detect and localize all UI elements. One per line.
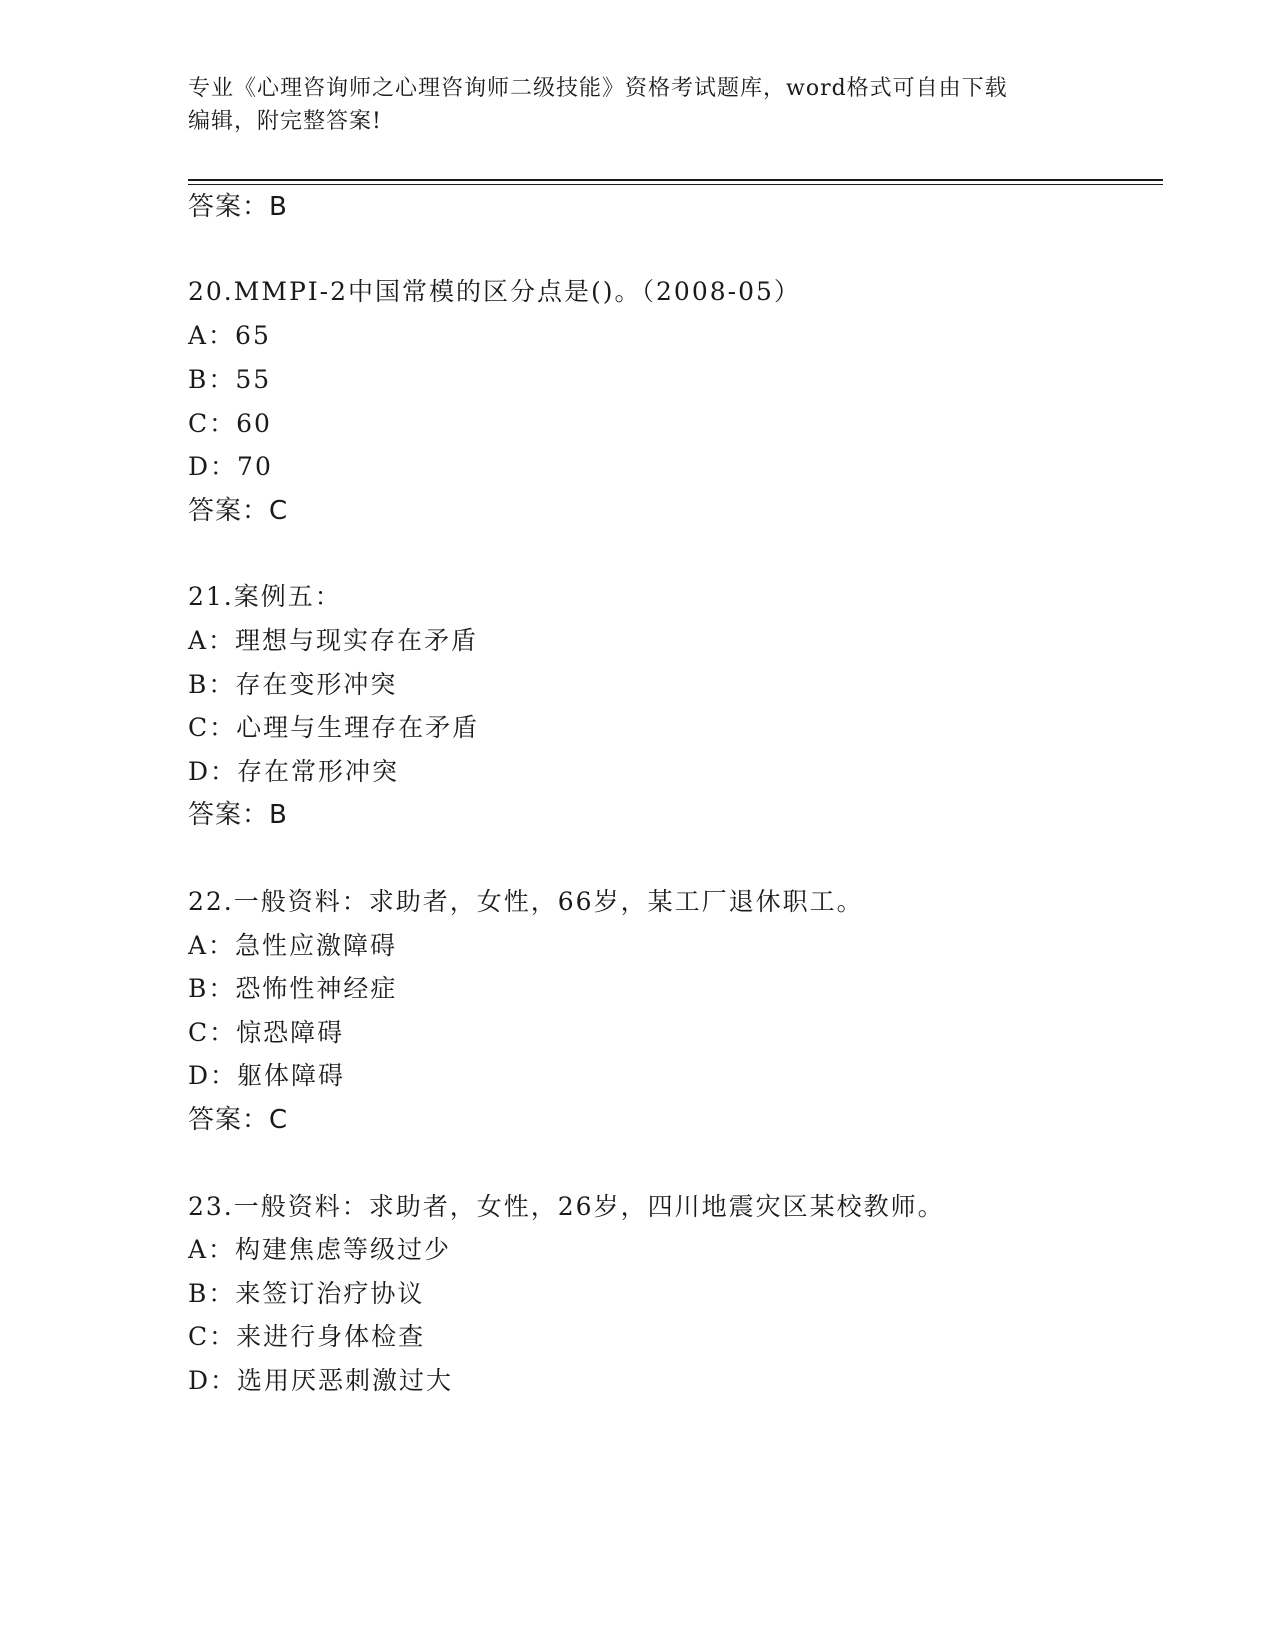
question-20-option-d: D：70	[188, 452, 273, 481]
question-23-option-d: D：选用厌恶刺激过大	[188, 1366, 454, 1395]
question-22-stem: 22.一般资料：求助者，女性，66岁，某工厂退休职工。	[188, 887, 864, 916]
header-line-2: 编辑，附完整答案!	[188, 109, 382, 134]
question-20-option-c: C：60	[188, 409, 272, 438]
question-22-answer: 答案：C	[188, 1105, 289, 1135]
header-rule-thin	[188, 184, 1163, 185]
question-21-option-d: D：存在常形冲突	[188, 757, 400, 786]
question-23-stem: 23.一般资料：求助者，女性，26岁，四川地震灾区某校教师。	[188, 1192, 945, 1221]
question-23-option-a: A：构建焦虑等级过少	[188, 1235, 452, 1264]
question-23-option-b: B：来签订治疗协议	[188, 1279, 425, 1308]
question-22-option-d: D：躯体障碍	[188, 1061, 346, 1090]
question-22-option-a: A：急性应激障碍	[188, 931, 398, 960]
question-23-option-c: C：来进行身体检查	[188, 1322, 426, 1351]
question-21-stem: 21.案例五：	[188, 582, 342, 611]
question-21-option-a: A：理想与现实存在矛盾	[188, 626, 479, 655]
answer-previous: 答案：B	[188, 192, 288, 222]
question-22-option-b: B：恐怖性神经症	[188, 974, 398, 1003]
question-20-option-a: A：65	[188, 321, 271, 350]
header-line-1: 专业《心理咨询师之心理咨询师二级技能》资格考试题库，word格式可自由下载	[188, 76, 1008, 101]
question-20-stem: 20.MMPI-2中国常模的区分点是()。（2008-05）	[188, 277, 801, 306]
question-21-option-b: B：存在变形冲突	[188, 670, 398, 699]
header-rule-thick	[188, 179, 1163, 181]
document-header	[188, 72, 1088, 138]
question-21-option-c: C：心理与生理存在矛盾	[188, 713, 480, 742]
question-20-option-b: B：55	[188, 365, 272, 394]
question-22-option-c: C：惊恐障碍	[188, 1018, 345, 1047]
question-20-answer: 答案：C	[188, 496, 289, 526]
question-21-answer: 答案：B	[188, 800, 288, 830]
